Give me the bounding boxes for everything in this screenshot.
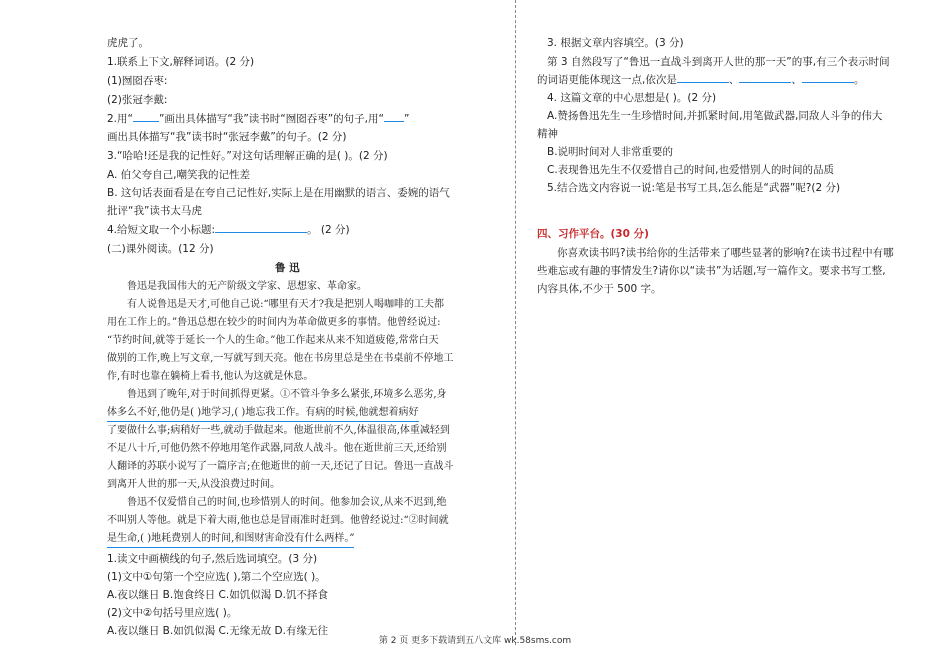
answer-blank[interactable] (133, 121, 159, 122)
text-fragment: ” (403, 113, 410, 125)
question-header: 5.结合选文内容说一说:笔是书写工具,怎么能是“武器”呢?(2 分) (547, 182, 841, 194)
column-divider (515, 0, 516, 645)
text-fragment: 4.给短文取一个小标题: (107, 224, 216, 236)
passage-line: 鲁迅是我国伟大的无产阶级文学家、思想家、革命家。 (127, 281, 367, 292)
prompt-line: 些难忘或有趣的事情发生?请你以“读书”为话题,写一篇作文。要求书写工整, (537, 265, 886, 277)
passage-line: 了要做什么事;病稍好一些,就动手做起来。他逝世前不久,体温很高,体重减轻到 (107, 425, 450, 436)
passage-line: 人翻译的苏联小说写了一篇序言;在他逝世的前一天,还记了日记。鲁迅一直战斗 (107, 461, 454, 472)
answer-blank[interactable] (677, 82, 729, 83)
text-fragment: 。 (853, 74, 865, 86)
page-footer: 第 2 页 更多下载请到五八文库 wk.58sms.com (378, 636, 572, 646)
text-fragment: ”画出具体描写“我”读书时“囫囵吞枣”的句子,用“ (158, 113, 384, 125)
answer-blank[interactable] (215, 232, 307, 233)
option-line: 批评“我”读书太马虎 (107, 205, 202, 217)
text-fragment: 。 (2 分) (307, 224, 350, 236)
option-line: A.夜以继日 B.如饥似渴 C.无缘无故 D.有缘无往 (107, 625, 328, 637)
question-line: (2)文中②句括号里应选( )。 (107, 607, 238, 619)
option-line: C.表现鲁迅先生不仅爱惜自己的时间,也爱惜别人的时间的品质 (547, 164, 835, 176)
text-fragment: 的词语更能体现这一点,依次是 (537, 74, 677, 86)
question-header: 4. 这篇文章的中心思想是( )。(2 分) (547, 92, 717, 104)
passage-line: 不叫别人等他。就是下着大雨,他也总是冒雨准时赶到。他曾经说过:“②时间就 (107, 515, 449, 526)
text-fragment: 2.用“ (107, 113, 133, 125)
passage-line: 不足八十斤,可他仍然不停地用笔作武器,同敌人战斗。他在逝世前三天,还给别 (107, 443, 447, 454)
text-fragment: 、 (728, 74, 740, 86)
passage-line: “节约时间,就等于延长一个人的生命。”他工作起来从来不知道疲倦,常常白天 (107, 335, 439, 346)
passage-title: 鲁 迅 (275, 262, 300, 274)
option-line: A. 伯父夸自己,嘲笑我的记性差 (107, 169, 251, 181)
text-fragment: 、 (791, 74, 802, 86)
passage-line: 用在工作上的。”鲁迅总想在较少的时间内为革命做更多的事情。他曾经说过: (107, 317, 441, 328)
option-line: A.夜以继日 B.饱食终日 C.如饥似渴 D.饥不择食 (107, 589, 328, 601)
answer-blank[interactable] (802, 82, 854, 83)
question-header: 1.联系上下文,解释词语。(2 分) (107, 56, 255, 68)
question-line (107, 111, 409, 127)
passage-line: 到离开人世的那一天,从没浪费过时间。 (107, 479, 281, 490)
passage-line: 作,有时也靠在躺椅上看书,他认为这就是休息。 (107, 371, 314, 382)
option-line: A.赞扬鲁迅先生一生珍惜时间,并抓紧时间,用笔做武器,同敌人斗争的伟大 (547, 110, 883, 122)
question-line (537, 72, 864, 88)
answer-blank[interactable] (739, 82, 791, 83)
prompt-line: 你喜欢读书吗?读书给你的生活带来了哪些显著的影响?在读书过程中有哪 (557, 247, 894, 259)
text-line: (1)囫囵吞枣: (107, 75, 168, 87)
option-line: 精神 (537, 128, 558, 140)
passage-line: 做别的工作,晚上写文章,一写就写到天亮。他在书房里总是坐在书桌前不停地工 (107, 353, 454, 364)
answer-blank[interactable] (384, 121, 404, 122)
question-header: 3.“哈哈!还是我的记性好。”对这句话理解正确的是( )。(2 分) (107, 150, 388, 162)
question-header: 3. 根据文章内容填空。(3 分) (547, 37, 684, 49)
section-header: (二)课外阅读。(12 分) (107, 243, 214, 255)
passage-line: 鲁迅不仅爱惜自己的时间,也珍惜别人的时间。他参加会议,从来不迟到,绝 (127, 497, 447, 508)
text-line: (2)张冠李戴: (107, 94, 168, 106)
question-line (107, 222, 350, 238)
passage-line: 有人说鲁迅是天才,可他自己说:“哪里有天才?我是把别人喝咖啡的工夫都 (127, 299, 445, 310)
option-line: B.说明时间对人非常重要的 (547, 146, 674, 158)
section-header: 四、习作平台。(30 分) (537, 228, 649, 240)
option-line: B. 这句话表面看是在夸自己记性好,实际上是在用幽默的语言、委婉的语气 (107, 187, 450, 199)
passage-line: 鲁迅到了晚年,对于时间抓得更紧。①不管斗争多么紧张,环境多么恶劣,身 (127, 389, 447, 400)
question-line: 第 3 自然段写了“鲁迅一直战斗到离开人世的那一天”的事,有三个表示时间 (547, 56, 890, 68)
text-line: 画出具体描写“我”读书时“张冠李戴”的句子。(2 分) (107, 131, 347, 143)
question-header: 1.读文中画横线的句子,然后选词填空。(3 分) (107, 553, 318, 565)
underlined-sentence: 体多么不好,他仍是( )地学习,( )地忘我工作。有病的时候,他就想着病好 (107, 405, 419, 422)
text-line: 虎虎了。 (107, 37, 149, 49)
prompt-line: 内容具体,不少于 500 字。 (537, 283, 662, 295)
question-line: (1)文中①句第一个空应选( ),第二个空应选( )。 (107, 571, 326, 583)
underlined-sentence: 是生命,( )地耗费别人的时间,和图财害命没有什么两样。” (107, 531, 354, 548)
